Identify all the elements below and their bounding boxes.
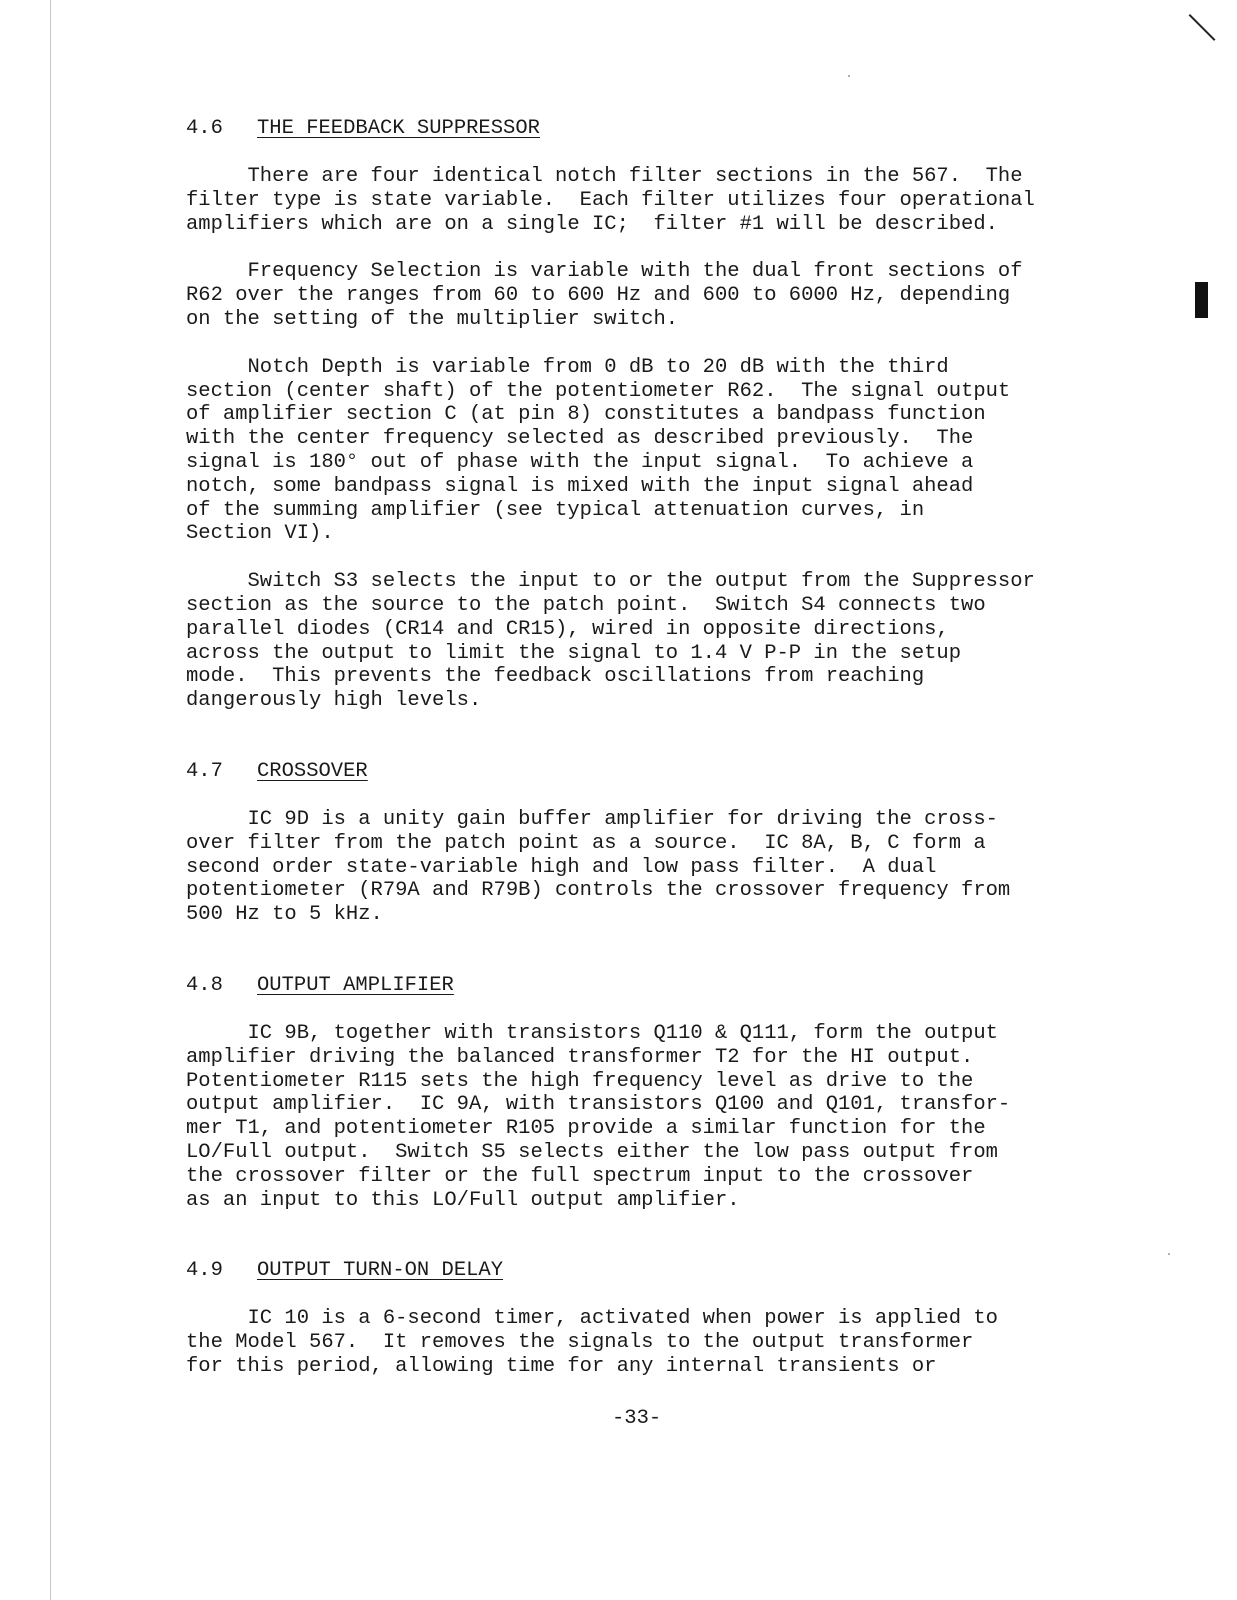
paragraph: IC 9B, together with transistors Q110 & Q111, form the output amplifier driving the balanced transformer T2 for the HI output. Potentiometer R115 sets the high frequency level as drive to the output amplifier. IC 9A, with transistors Q100 and Q101, transfor- mer T1, and potentiometer R105 provide a similar function for the LO/Full output. Switch S5 selects either the low pass output from the crossover filter or the full spectrum input to the crossover as an input to this LO/Full output amplifier. xyxy=(186,1021,1011,1212)
document-body xyxy=(186,117,1176,1403)
paragraph: Switch S3 selects the input to or the output from the Suppressor section as the source to the patch point. Switch S4 connects two parallel diodes (CR14 and CR15), wired in opposite directions, across the output to limit the signal to 1.4 V P-P in the setup mode. This prevents the feedback oscillations from reaching dangerously high levels. xyxy=(186,570,1035,713)
section-number: 4.9 xyxy=(186,1259,223,1283)
section-4-9 xyxy=(186,1259,1176,1378)
paragraph: IC 10 is a 6-second timer, activated when power is applied to the Model 567. It removes the signals to the output transformer for this period, allowing time for any internal transients or xyxy=(186,1307,998,1378)
section-edge-tab xyxy=(1195,282,1208,318)
section-heading xyxy=(186,117,1176,141)
section-number: 4.8 xyxy=(186,973,223,997)
page-number: -33- xyxy=(612,1407,662,1430)
paragraph: There are four identical notch filter sections in the 567. The filter type is state variable. Each filter utilizes four operational amplifiers which are on a single IC; filter #1 will be described. xyxy=(186,165,1035,236)
section-title: OUTPUT AMPLIFIER xyxy=(257,973,454,997)
section-number: 4.6 xyxy=(186,117,223,140)
section-4-8 xyxy=(186,974,1176,1212)
section-4-6 xyxy=(186,117,1176,713)
section-number: 4.7 xyxy=(186,759,223,783)
scan-speck xyxy=(848,75,850,77)
section-heading xyxy=(186,1259,1176,1283)
section-4-7 xyxy=(186,760,1176,927)
section-heading xyxy=(186,974,1176,998)
paragraph: Frequency Selection is variable with the dual front sections of R62 over the ranges from 60 to 600 Hz and 600 to 6000 Hz, depending on the setting of the multiplier switch. xyxy=(186,260,1023,331)
section-title: CROSSOVER xyxy=(257,759,368,783)
paragraph: IC 9D is a unity gain buffer amplifier for driving the cross- over filter from the patch point as a source. IC 8A, B, C form a second order state-variable high and low pass filter. A dual potentiometer (R79A and R79B) controls the crossover frequency from 500 Hz to 5 kHz. xyxy=(186,807,1011,927)
section-heading xyxy=(186,760,1176,784)
binding-edge-line xyxy=(50,0,51,1600)
section-title: OUTPUT TURN-ON DELAY xyxy=(257,1259,504,1283)
corner-scan-mark xyxy=(1189,14,1216,41)
section-title: THE FEEDBACK SUPPRESSOR xyxy=(257,117,540,140)
paragraph: Notch Depth is variable from 0 dB to 20 dB with the third section (center shaft) of the potentiometer R62. The signal output of amplifier section C (at pin 8) constitutes a bandpass function with the center frequency selected as described previously. The signal is 180° out of phase with the input signal. To achieve a notch, some bandpass signal is mixed with the input signal ahead of the summing amplifier (see typical attenuation curves, in Section VI). xyxy=(186,355,1011,546)
